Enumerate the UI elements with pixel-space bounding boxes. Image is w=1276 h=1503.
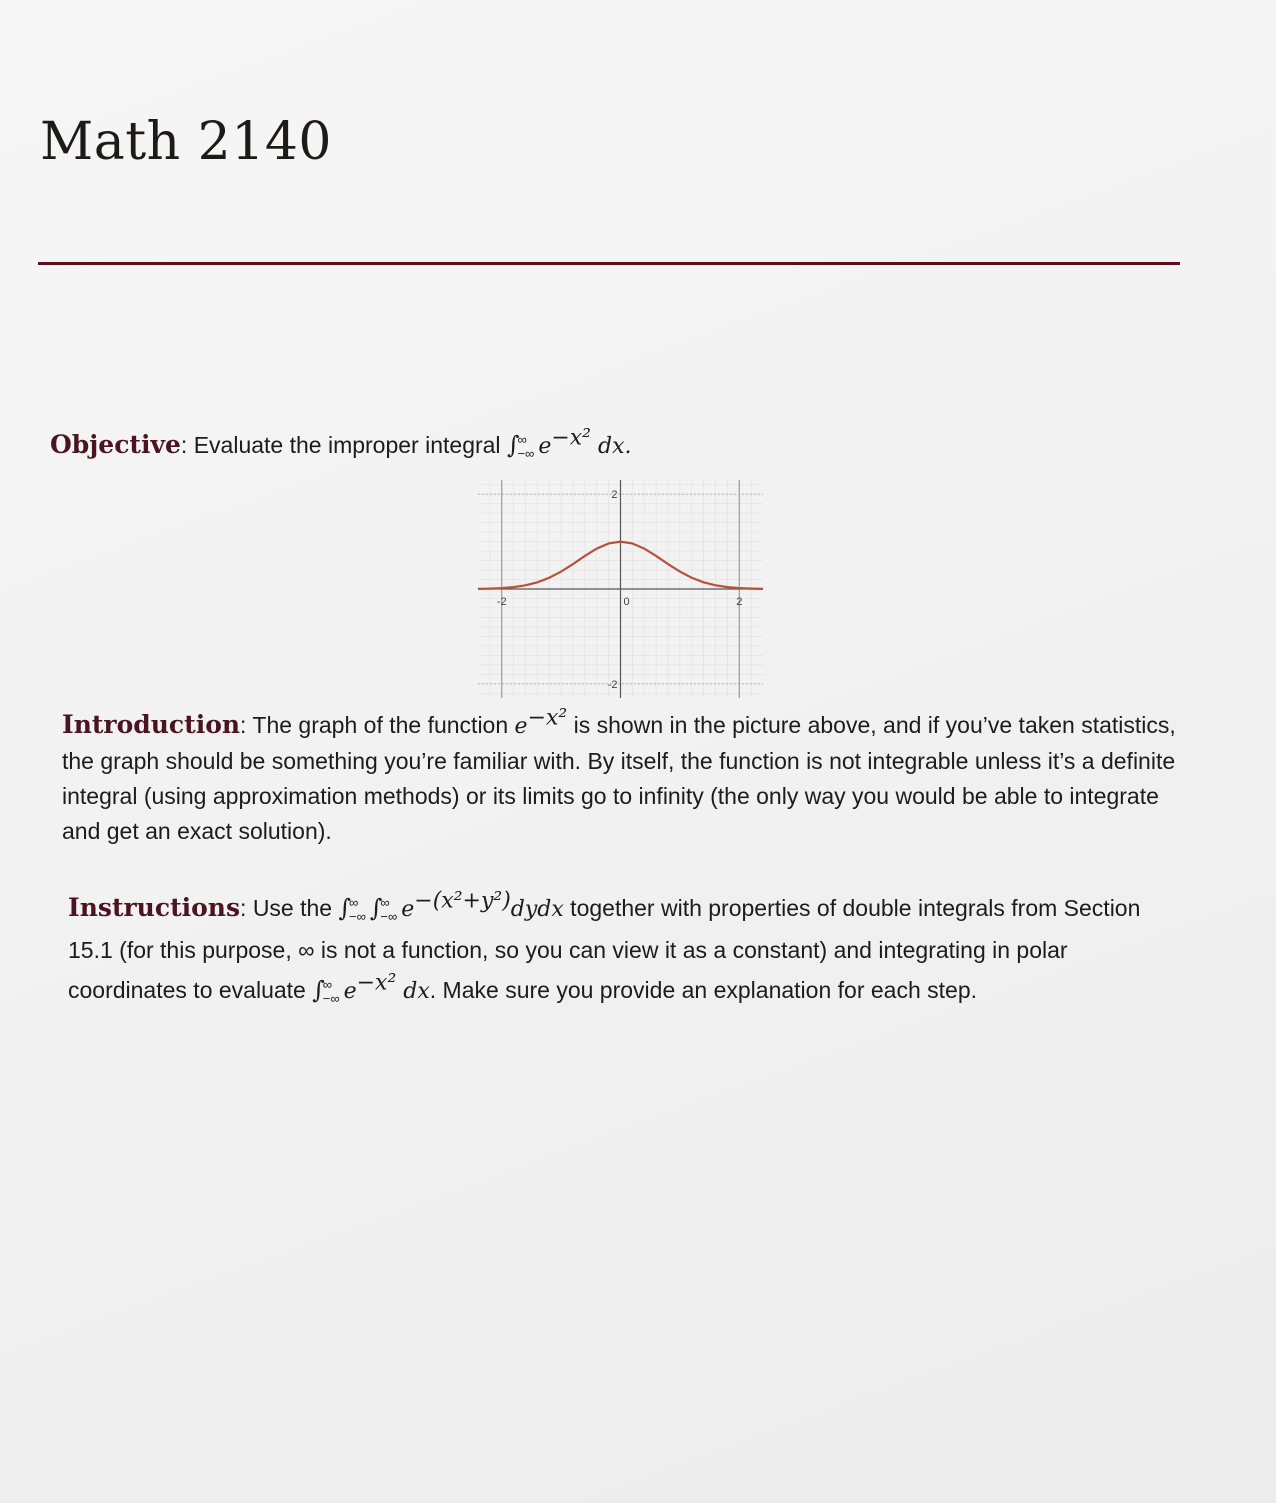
objective-paragraph xyxy=(50,427,632,464)
integral-lower: −∞ xyxy=(517,445,535,461)
single-exponent: −x² xyxy=(356,970,397,996)
gaussian-graph xyxy=(478,480,763,698)
integral-limits xyxy=(517,433,534,461)
inner-lower: −∞ xyxy=(380,908,398,924)
title-divider xyxy=(38,262,1180,265)
inner-upper: ∞ xyxy=(380,894,390,910)
objective-label: Objective xyxy=(50,430,181,459)
page-title: Math 2140 xyxy=(40,112,332,172)
inner-limits xyxy=(380,896,397,924)
objective-exponent: −x² xyxy=(551,425,592,451)
objective-differential: dx. xyxy=(591,434,632,459)
integral-symbol: ∫ xyxy=(506,431,520,459)
single-integral-symbol: ∫ xyxy=(312,976,325,1004)
graph-tick-labels xyxy=(497,489,742,691)
y-tick-label: 2 xyxy=(611,489,618,502)
introduction-paragraph xyxy=(62,707,1182,849)
single-lower: −∞ xyxy=(322,990,340,1006)
instructions-text-2: together with properties of double integrals from Section 15.1 (for this purpose, ∞ is not a function, so you can view it as a constant) and integrating in polar coordinates to evaluate xyxy=(68,895,1141,1003)
outer-limits xyxy=(349,896,366,924)
objective-text: : Evaluate the improper integral xyxy=(180,432,507,458)
double-differential: dydx xyxy=(510,897,564,922)
x-tick-label: -2 xyxy=(496,596,507,608)
double-exponent: −(x²+y²) xyxy=(414,888,511,914)
instructions-text-1: : Use the xyxy=(240,895,339,921)
introduction-function: e xyxy=(514,714,528,739)
objective-integrand: e xyxy=(538,434,552,459)
introduction-function-exponent: −x² xyxy=(527,705,568,731)
instructions-text-3: . Make sure you provide an explanation for each step. xyxy=(429,977,977,1003)
double-integral-inner-symbol: ∫ xyxy=(369,894,383,922)
x-tick-label: 2 xyxy=(736,596,743,608)
double-integral-outer-symbol: ∫ xyxy=(338,894,351,922)
single-differential: dx xyxy=(396,979,430,1004)
introduction-label: Introduction xyxy=(62,710,241,739)
outer-lower: −∞ xyxy=(349,908,366,924)
introduction-text-after: is shown in the picture above, and if you’ve taken statistics, the graph should be something you’re familiar with. By itself, the function is not integrable unless it’s a definite integral (using approximation methods) or its limits go to infinity (the only way you would be able to integrate and get an exact solution). xyxy=(62,712,1176,844)
outer-upper: ∞ xyxy=(349,894,359,910)
instructions-paragraph xyxy=(68,888,1188,1012)
instructions-label: Instructions xyxy=(68,893,241,922)
single-upper: ∞ xyxy=(322,976,333,992)
x-tick-label: 0 xyxy=(623,596,630,608)
single-integrand: e xyxy=(343,979,357,1004)
y-tick-label: -2 xyxy=(607,678,618,691)
graph-axes xyxy=(478,480,763,698)
double-integrand: e xyxy=(401,897,415,922)
single-limits xyxy=(323,978,340,1006)
introduction-text-before: : The graph of the function xyxy=(240,712,515,738)
integral-upper: ∞ xyxy=(517,431,527,447)
